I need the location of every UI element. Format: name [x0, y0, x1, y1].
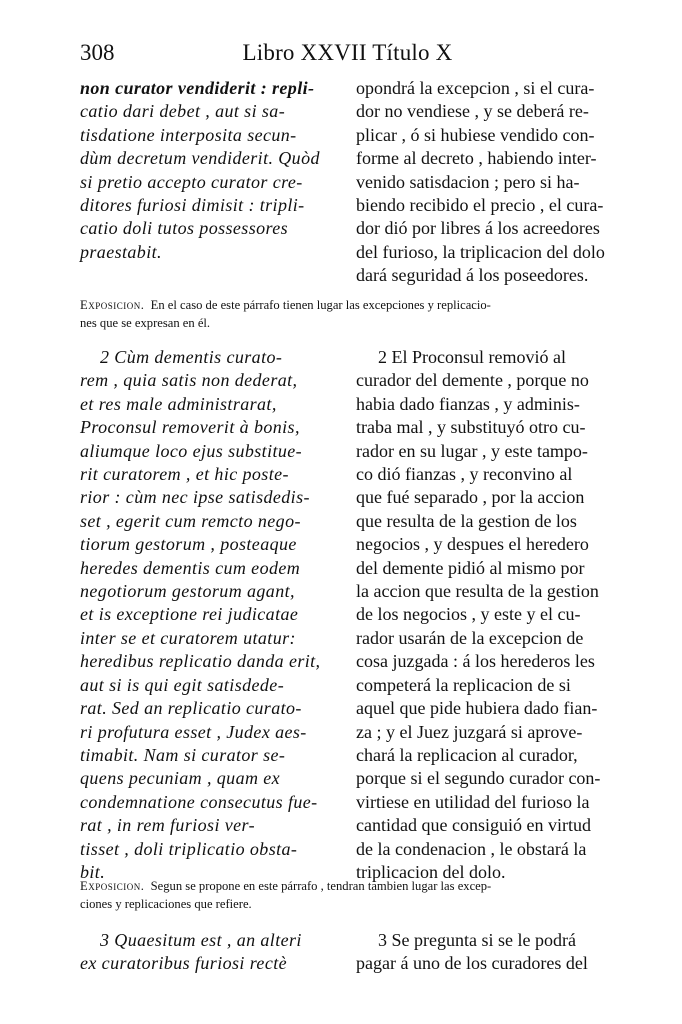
spanish-line: la accion que resulta de la gestion [356, 581, 599, 602]
spanish-line: dor no vendiese , y se deberá re- [356, 101, 589, 122]
spanish-line: opondrá la excepcion , si el cura- [356, 78, 595, 98]
latin-line: catio doli tutos possessores [80, 218, 289, 239]
latin-line: ri profutura esset , Judex aes- [80, 721, 307, 742]
latin-line: rat. Sed an replicatio curato- [80, 698, 302, 719]
spanish-line: de los negocios , y este y el cu- [356, 604, 581, 625]
latin-line: negotiorum gestorum agant, [80, 581, 295, 602]
latin-line: condemnatione consecutus fue- [80, 791, 318, 812]
latin-line: quens pecuniam , quam ex [80, 768, 281, 789]
spanish-line: que resulta de la gestion de los [356, 510, 577, 531]
spanish-line: que fué separado , por la accion [356, 487, 585, 508]
spanish-line: porque si el segundo curador con- [356, 768, 601, 789]
spanish-line: negocios , y despues el heredero [356, 534, 589, 555]
exposicion-text: Segun se propone en este párrafo , tendran tambien lugar las excep- [150, 879, 492, 893]
spanish-line: biendo recibido el precio , el cura- [356, 195, 604, 216]
latin-column-section-3 [80, 929, 342, 976]
spanish-column-section-1 [356, 77, 618, 288]
latin-line: ex curatoribus furiosi rectè [80, 953, 288, 974]
spanish-line: za ; y el Juez juzgará si aprove- [356, 721, 583, 742]
latin-line: si pretio accepto curator cre- [80, 171, 303, 192]
latin-line: timabit. Nam si curator se- [80, 744, 286, 765]
spanish-line: co dió fianzas , y reconvino al [356, 464, 573, 485]
spanish-line: competerá la replicacion de si [356, 674, 571, 695]
latin-line: non curator vendiderit : repli- [80, 78, 315, 98]
latin-line: rior : cùm nec ipse satisdedis- [80, 487, 310, 508]
spanish-line: dor dió por libres á los acreedores [356, 218, 600, 239]
exposicion-label: Exposicion. [80, 298, 145, 312]
spanish-line: del furioso, la triplicacion del dolo [356, 241, 605, 262]
latin-line: 3 Quaesitum est , an alteri [100, 930, 302, 950]
latin-line: et res male administrarat, [80, 393, 277, 414]
latin-line: 2 Cùm dementis curato- [100, 347, 283, 367]
latin-line: tisset , doli triplicatio obsta- [80, 838, 298, 859]
latin-line: rat , in rem furiosi ver- [80, 815, 255, 836]
running-title: Libro XXVII Título X [242, 40, 453, 65]
latin-line: dùm decretum vendiderit. Quòd [80, 148, 320, 169]
latin-line: aut si is qui egit satisdede- [80, 674, 285, 695]
spanish-line: pagar á uno de los curadores del [356, 953, 588, 974]
spanish-line: curador del demente , porque no [356, 370, 589, 391]
spanish-line: dará seguridad á los poseedores. [356, 265, 589, 286]
spanish-line: habia dado fianzas , y adminis- [356, 393, 580, 414]
spanish-line: chará la replicacion al curador, [356, 744, 578, 765]
exposicion-label: Exposicion. [80, 879, 145, 893]
spanish-column-section-2 [356, 346, 618, 884]
spanish-line: de la condenacion , le obstará la [356, 838, 587, 859]
exposicion-note-2 [80, 877, 620, 913]
spanish-line: rador en su lugar , y este tampo- [356, 440, 588, 461]
spanish-line: 2 El Proconsul removió al [378, 347, 566, 367]
spanish-column-section-3 [356, 929, 618, 976]
latin-line: catio dari debet , aut si sa- [80, 101, 286, 122]
exposicion-line: ciones y replicaciones que refiere. [80, 897, 252, 911]
spanish-line: virtiese en utilidad del furioso la [356, 791, 590, 812]
page-header [80, 40, 615, 74]
exposicion-line [80, 296, 620, 314]
latin-line: inter se et curatorem utatur: [80, 627, 296, 648]
exposicion-line [80, 877, 620, 895]
latin-line: Proconsul removerit à bonis, [80, 417, 300, 438]
latin-line: tisdatione interposita secun- [80, 124, 297, 145]
spanish-line: plicar , ó si hubiese vendido con- [356, 124, 595, 145]
spanish-line: aquel que pide hubiera dado fian- [356, 698, 598, 719]
exposicion-note-1 [80, 296, 620, 332]
latin-column-section-1 [80, 77, 342, 264]
latin-line: set , egerit cum remcto nego- [80, 510, 301, 531]
latin-line: bit. [80, 861, 106, 882]
latin-line: tiorum gestorum , posteaque [80, 534, 297, 555]
latin-line: heredibus replicatio danda erit, [80, 651, 321, 672]
spanish-line: 3 Se pregunta si se le podrá [378, 930, 576, 950]
spanish-line: forme al decreto , habiendo inter- [356, 148, 597, 169]
latin-line: ditores furiosi dimisit : tripli- [80, 195, 305, 216]
latin-column-section-2 [80, 346, 342, 884]
latin-line: heredes dementis cum eodem [80, 557, 301, 578]
page-number: 308 [80, 40, 115, 65]
spanish-line: rador usarán de la excepcion de [356, 627, 584, 648]
spanish-line: cosa juzgada : á los herederos les [356, 651, 595, 672]
spanish-line: cantidad que consiguió en virtud [356, 815, 591, 836]
spanish-line: del demente pidió al mismo por [356, 557, 585, 578]
latin-line: rit curatorem , et hic poste- [80, 464, 289, 485]
exposicion-line: nes que se expresan en él. [80, 316, 211, 330]
latin-line: aliumque loco ejus substitue- [80, 440, 303, 461]
latin-line: praestabit. [80, 241, 162, 262]
spanish-line: triplicacion del dolo. [356, 861, 506, 882]
exposicion-text: En el caso de este párrafo tienen lugar las excepciones y replicacio- [150, 298, 491, 312]
spanish-line: venido satisdacion ; pero si ha- [356, 171, 580, 192]
latin-line: rem , quia satis non dederat, [80, 370, 298, 391]
latin-line: et is exceptione rei judicatae [80, 604, 299, 625]
spanish-line: traba mal , y substituyó otro cu- [356, 417, 586, 438]
